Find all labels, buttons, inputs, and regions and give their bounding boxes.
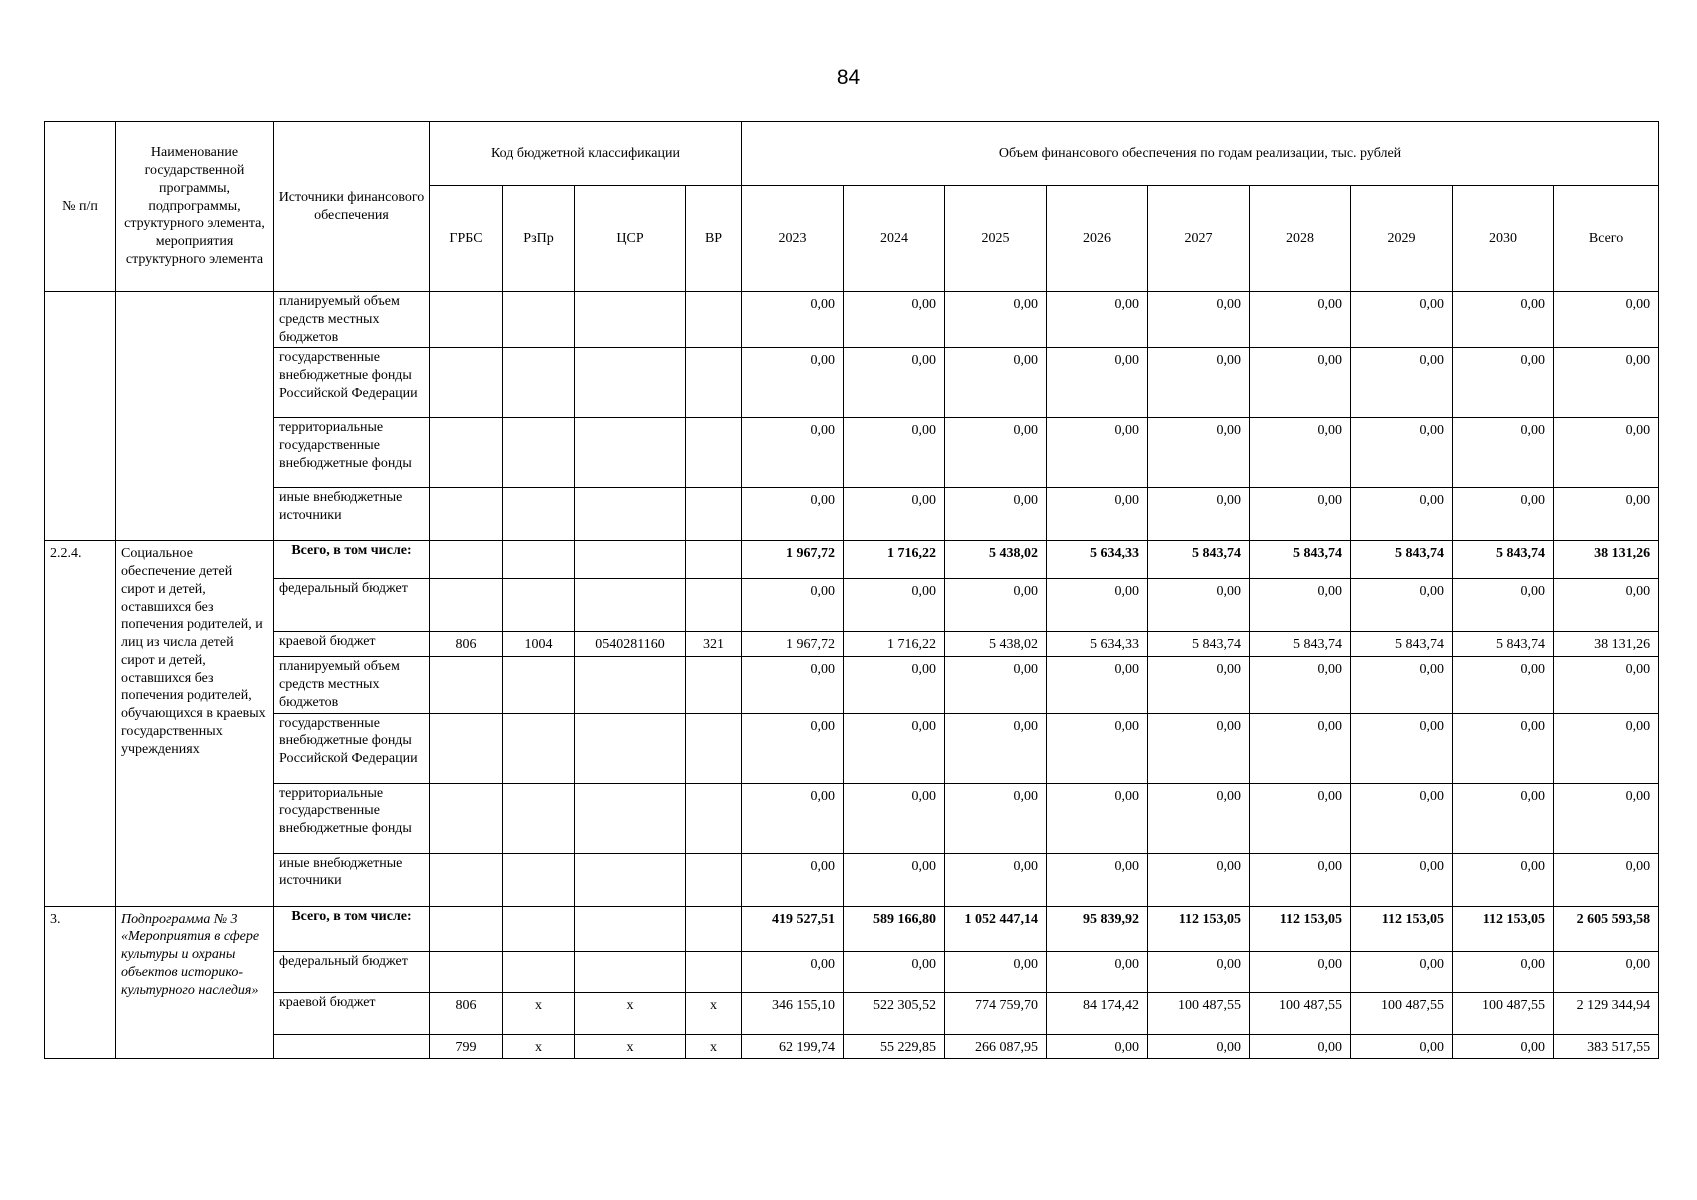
value-cell: 112 153,05	[1351, 906, 1453, 951]
total-cell: 0,00	[1554, 292, 1659, 348]
value-cell: 0,00	[1047, 657, 1148, 713]
code-grbs: 799	[430, 1034, 503, 1058]
code-vr	[686, 348, 742, 418]
code-vr	[686, 418, 742, 488]
code-grbs	[430, 713, 503, 783]
value-cell: 0,00	[1047, 579, 1148, 632]
value-cell: 0,00	[1250, 292, 1351, 348]
value-cell: 0,00	[1351, 579, 1453, 632]
value-cell: 1 716,22	[844, 541, 945, 579]
value-cell: 0,00	[945, 488, 1047, 541]
code-rzpr	[503, 853, 575, 906]
code-rzpr: x	[503, 992, 575, 1034]
value-cell: 0,00	[1453, 853, 1554, 906]
code-vr: x	[686, 1034, 742, 1058]
header-year-2029: 2029	[1351, 186, 1453, 292]
source-cell	[274, 1034, 430, 1058]
value-cell: 0,00	[1047, 348, 1148, 418]
value-cell: 5 438,02	[945, 541, 1047, 579]
total-cell: 0,00	[1554, 579, 1659, 632]
value-cell: 5 843,74	[1453, 632, 1554, 657]
value-cell: 5 843,74	[1148, 541, 1250, 579]
code-csr	[575, 853, 686, 906]
value-cell: 0,00	[945, 657, 1047, 713]
value-cell: 1 967,72	[742, 541, 844, 579]
code-vr	[686, 783, 742, 853]
source-cell: федеральный бюджет	[274, 951, 430, 992]
code-rzpr	[503, 348, 575, 418]
name-cell: Подпрограмма № 3 «Мероприятия в сфере культуры и охраны объектов историко-культурного наследия»	[116, 906, 274, 1058]
code-grbs	[430, 579, 503, 632]
value-cell: 0,00	[1351, 488, 1453, 541]
value-cell: 0,00	[844, 418, 945, 488]
total-cell: 0,00	[1554, 951, 1659, 992]
index-cell: 2.2.4.	[45, 541, 116, 906]
value-cell: 0,00	[1453, 657, 1554, 713]
value-cell: 112 153,05	[1250, 906, 1351, 951]
value-cell: 5 634,33	[1047, 541, 1148, 579]
value-cell: 0,00	[1148, 488, 1250, 541]
value-cell: 100 487,55	[1250, 992, 1351, 1034]
value-cell: 0,00	[742, 292, 844, 348]
total-cell: 0,00	[1554, 657, 1659, 713]
value-cell: 774 759,70	[945, 992, 1047, 1034]
source-cell: государственные внебюджетные фонды Российской Федерации	[274, 713, 430, 783]
table-row	[45, 783, 1659, 853]
code-rzpr	[503, 541, 575, 579]
total-cell: 0,00	[1554, 853, 1659, 906]
header-kbk-group: Код бюджетной классификации	[430, 122, 742, 186]
value-cell: 0,00	[844, 348, 945, 418]
value-cell: 100 487,55	[1148, 992, 1250, 1034]
total-cell: 38 131,26	[1554, 541, 1659, 579]
code-vr	[686, 292, 742, 348]
source-cell-total: Всего, в том числе:	[274, 906, 430, 951]
total-cell: 0,00	[1554, 418, 1659, 488]
value-cell: 0,00	[742, 579, 844, 632]
code-grbs	[430, 783, 503, 853]
code-vr: x	[686, 992, 742, 1034]
value-cell: 0,00	[1148, 657, 1250, 713]
value-cell: 0,00	[1047, 488, 1148, 541]
table-row-total	[45, 541, 1659, 579]
value-cell: 0,00	[1148, 853, 1250, 906]
code-csr	[575, 418, 686, 488]
total-cell: 2 605 593,58	[1554, 906, 1659, 951]
value-cell: 0,00	[1148, 292, 1250, 348]
value-cell: 0,00	[1351, 418, 1453, 488]
index-cell	[45, 292, 116, 541]
value-cell: 589 166,80	[844, 906, 945, 951]
value-cell: 62 199,74	[742, 1034, 844, 1058]
code-csr: x	[575, 1034, 686, 1058]
value-cell: 0,00	[1148, 713, 1250, 783]
value-cell: 0,00	[1250, 853, 1351, 906]
table-row	[45, 292, 1659, 348]
value-cell: 55 229,85	[844, 1034, 945, 1058]
header-year-2023: 2023	[742, 186, 844, 292]
table-row	[45, 657, 1659, 713]
value-cell: 5 438,02	[945, 632, 1047, 657]
value-cell: 0,00	[1148, 1034, 1250, 1058]
value-cell: 0,00	[1250, 951, 1351, 992]
value-cell: 0,00	[1250, 418, 1351, 488]
value-cell: 5 843,74	[1351, 541, 1453, 579]
header-num: № п/п	[45, 122, 116, 292]
header-total: Всего	[1554, 186, 1659, 292]
code-vr	[686, 951, 742, 992]
code-csr	[575, 292, 686, 348]
code-csr	[575, 906, 686, 951]
value-cell: 0,00	[742, 488, 844, 541]
value-cell: 0,00	[1351, 713, 1453, 783]
value-cell: 0,00	[1047, 1034, 1148, 1058]
value-cell: 0,00	[1351, 1034, 1453, 1058]
value-cell: 419 527,51	[742, 906, 844, 951]
code-csr: 0540281160	[575, 632, 686, 657]
code-grbs	[430, 541, 503, 579]
code-rzpr	[503, 292, 575, 348]
value-cell: 0,00	[1453, 292, 1554, 348]
code-rzpr: x	[503, 1034, 575, 1058]
header-year-2024: 2024	[844, 186, 945, 292]
source-cell: территориальные государственные внебюджетные фонды	[274, 418, 430, 488]
value-cell: 84 174,42	[1047, 992, 1148, 1034]
table-row	[45, 488, 1659, 541]
table-row-total	[45, 906, 1659, 951]
value-cell: 0,00	[1453, 783, 1554, 853]
value-cell: 266 087,95	[945, 1034, 1047, 1058]
value-cell: 346 155,10	[742, 992, 844, 1034]
code-grbs: 806	[430, 632, 503, 657]
code-rzpr	[503, 906, 575, 951]
value-cell: 0,00	[945, 713, 1047, 783]
code-csr: x	[575, 992, 686, 1034]
value-cell: 0,00	[742, 657, 844, 713]
code-csr	[575, 579, 686, 632]
value-cell: 522 305,52	[844, 992, 945, 1034]
code-rzpr	[503, 951, 575, 992]
value-cell: 0,00	[945, 951, 1047, 992]
code-csr	[575, 348, 686, 418]
value-cell: 5 843,74	[1250, 632, 1351, 657]
code-grbs	[430, 657, 503, 713]
value-cell: 0,00	[742, 418, 844, 488]
index-cell: 3.	[45, 906, 116, 1058]
value-cell: 0,00	[1047, 783, 1148, 853]
value-cell: 0,00	[1453, 713, 1554, 783]
value-cell: 0,00	[1351, 348, 1453, 418]
code-vr	[686, 579, 742, 632]
value-cell: 0,00	[1453, 418, 1554, 488]
name-cell: Социальное обеспечение детей сирот и детей, оставшихся без попечения родителей, и лиц из числа детей сирот и детей, оставшихся без попечения родителей, обучающихся в краевых государственных учреждениях	[116, 541, 274, 906]
value-cell: 5 843,74	[1250, 541, 1351, 579]
value-cell: 0,00	[945, 418, 1047, 488]
value-cell: 0,00	[1250, 657, 1351, 713]
total-cell: 0,00	[1554, 348, 1659, 418]
value-cell: 0,00	[1250, 783, 1351, 853]
value-cell: 95 839,92	[1047, 906, 1148, 951]
header-csr: ЦСР	[575, 186, 686, 292]
table-row	[45, 713, 1659, 783]
total-cell: 38 131,26	[1554, 632, 1659, 657]
value-cell: 0,00	[844, 853, 945, 906]
value-cell: 1 716,22	[844, 632, 945, 657]
value-cell: 0,00	[1148, 418, 1250, 488]
code-vr	[686, 906, 742, 951]
value-cell: 100 487,55	[1453, 992, 1554, 1034]
code-grbs	[430, 906, 503, 951]
value-cell: 0,00	[945, 579, 1047, 632]
total-cell: 0,00	[1554, 488, 1659, 541]
source-cell: иные внебюджетные источники	[274, 853, 430, 906]
value-cell: 0,00	[1047, 292, 1148, 348]
value-cell: 0,00	[1351, 853, 1453, 906]
table-row	[45, 418, 1659, 488]
value-cell: 0,00	[1250, 348, 1351, 418]
table-row	[45, 348, 1659, 418]
value-cell: 0,00	[742, 348, 844, 418]
value-cell: 0,00	[844, 713, 945, 783]
value-cell: 0,00	[1453, 1034, 1554, 1058]
header-year-2027: 2027	[1148, 186, 1250, 292]
table-row	[45, 951, 1659, 992]
code-csr	[575, 541, 686, 579]
total-cell: 0,00	[1554, 713, 1659, 783]
value-cell: 0,00	[1351, 783, 1453, 853]
header-volume-group: Объем финансового обеспечения по годам реализации, тыс. рублей	[742, 122, 1659, 186]
value-cell: 0,00	[1250, 579, 1351, 632]
source-cell: планируемый объем средств местных бюджетов	[274, 292, 430, 348]
value-cell: 0,00	[1453, 951, 1554, 992]
financing-table	[44, 121, 1659, 1059]
header-source: Источники финансового обеспечения	[274, 122, 430, 292]
header-grbs: ГРБС	[430, 186, 503, 292]
value-cell: 0,00	[742, 713, 844, 783]
table-row	[45, 992, 1659, 1034]
total-cell: 383 517,55	[1554, 1034, 1659, 1058]
value-cell: 0,00	[1148, 951, 1250, 992]
value-cell: 0,00	[1351, 292, 1453, 348]
value-cell: 5 634,33	[1047, 632, 1148, 657]
source-cell: государственные внебюджетные фонды Российской Федерации	[274, 348, 430, 418]
header-vr: ВР	[686, 186, 742, 292]
header-year-2025: 2025	[945, 186, 1047, 292]
value-cell: 5 843,74	[1453, 541, 1554, 579]
code-grbs: 806	[430, 992, 503, 1034]
page-number: 84	[836, 66, 861, 89]
code-vr	[686, 713, 742, 783]
value-cell: 0,00	[1250, 1034, 1351, 1058]
code-csr	[575, 783, 686, 853]
value-cell: 0,00	[1453, 579, 1554, 632]
code-grbs	[430, 853, 503, 906]
table-row	[45, 579, 1659, 632]
value-cell: 0,00	[1047, 951, 1148, 992]
total-cell: 2 129 344,94	[1554, 992, 1659, 1034]
value-cell: 0,00	[844, 951, 945, 992]
value-cell: 0,00	[1453, 348, 1554, 418]
source-cell: территориальные государственные внебюджетные фонды	[274, 783, 430, 853]
value-cell: 5 843,74	[1351, 632, 1453, 657]
value-cell: 0,00	[945, 783, 1047, 853]
value-cell: 0,00	[844, 579, 945, 632]
source-cell: краевой бюджет	[274, 632, 430, 657]
code-grbs	[430, 292, 503, 348]
value-cell: 0,00	[844, 292, 945, 348]
value-cell: 0,00	[1047, 418, 1148, 488]
value-cell: 0,00	[844, 783, 945, 853]
value-cell: 1 052 447,14	[945, 906, 1047, 951]
code-vr	[686, 488, 742, 541]
code-rzpr	[503, 418, 575, 488]
header-rzpr: РзПр	[503, 186, 575, 292]
value-cell: 100 487,55	[1351, 992, 1453, 1034]
code-csr	[575, 951, 686, 992]
value-cell: 0,00	[1250, 713, 1351, 783]
code-grbs	[430, 418, 503, 488]
name-cell	[116, 292, 274, 541]
code-rzpr	[503, 488, 575, 541]
value-cell: 0,00	[1148, 783, 1250, 853]
value-cell: 0,00	[1351, 657, 1453, 713]
source-cell: планируемый объем средств местных бюджетов	[274, 657, 430, 713]
code-vr	[686, 541, 742, 579]
value-cell: 0,00	[1047, 853, 1148, 906]
source-cell-total: Всего, в том числе:	[274, 541, 430, 579]
table-row	[45, 632, 1659, 657]
table-body	[45, 292, 1659, 1059]
header-year-2030: 2030	[1453, 186, 1554, 292]
code-rzpr	[503, 579, 575, 632]
code-rzpr: 1004	[503, 632, 575, 657]
value-cell: 0,00	[742, 783, 844, 853]
code-vr	[686, 657, 742, 713]
value-cell: 5 843,74	[1148, 632, 1250, 657]
code-grbs	[430, 348, 503, 418]
code-rzpr	[503, 783, 575, 853]
value-cell: 0,00	[945, 292, 1047, 348]
value-cell: 112 153,05	[1453, 906, 1554, 951]
header-year-2026: 2026	[1047, 186, 1148, 292]
value-cell: 0,00	[742, 951, 844, 992]
header-year-2028: 2028	[1250, 186, 1351, 292]
total-cell: 0,00	[1554, 783, 1659, 853]
value-cell: 0,00	[844, 488, 945, 541]
value-cell: 0,00	[1250, 488, 1351, 541]
code-csr	[575, 488, 686, 541]
code-vr	[686, 853, 742, 906]
header-name: Наименование государственной программы, подпрограммы, структурного элемента, мероприятия структурного элемента	[116, 122, 274, 292]
source-cell: федеральный бюджет	[274, 579, 430, 632]
code-grbs	[430, 951, 503, 992]
value-cell: 0,00	[742, 853, 844, 906]
value-cell: 0,00	[1148, 579, 1250, 632]
value-cell: 0,00	[1148, 348, 1250, 418]
source-cell: иные внебюджетные источники	[274, 488, 430, 541]
code-rzpr	[503, 713, 575, 783]
table-row	[45, 1034, 1659, 1058]
code-rzpr	[503, 657, 575, 713]
value-cell: 0,00	[844, 657, 945, 713]
value-cell: 112 153,05	[1148, 906, 1250, 951]
code-vr: 321	[686, 632, 742, 657]
table-row	[45, 853, 1659, 906]
value-cell: 0,00	[1453, 488, 1554, 541]
value-cell: 0,00	[1047, 713, 1148, 783]
value-cell: 0,00	[945, 853, 1047, 906]
value-cell: 0,00	[1351, 951, 1453, 992]
source-cell: краевой бюджет	[274, 992, 430, 1034]
code-csr	[575, 713, 686, 783]
code-csr	[575, 657, 686, 713]
value-cell: 1 967,72	[742, 632, 844, 657]
code-grbs	[430, 488, 503, 541]
value-cell: 0,00	[945, 348, 1047, 418]
